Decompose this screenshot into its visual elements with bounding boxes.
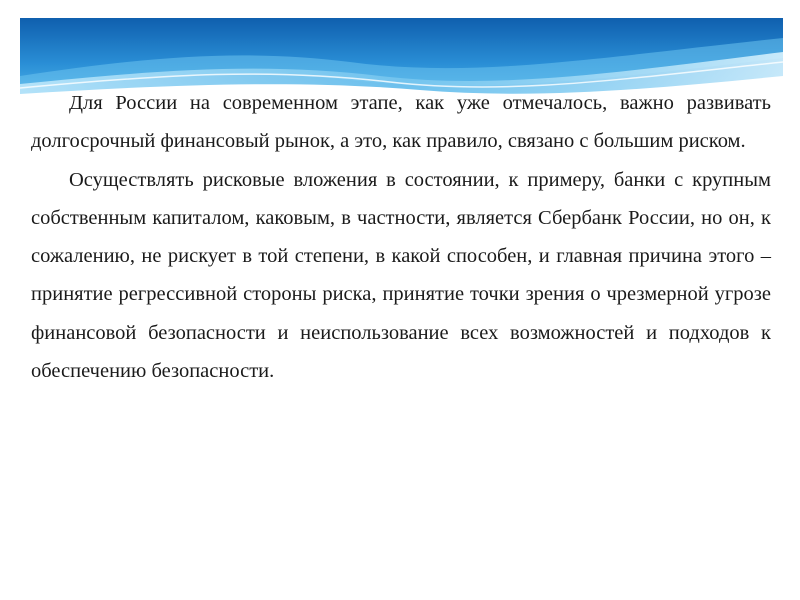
slide-body-text	[31, 84, 771, 390]
paragraph-2: Осуществлять рисковые вложения в состоянии, к примеру, банки с крупным собственным капиталом, каковым, в частности, является Сбербанк России, но он, к сожалению, не рискует в той степени, в какой способен, и главная причина этого –принятие регрессивной стороны риска, принятие точки зрения о чрезмерной угрозе финансовой безопасности и неиспользование всех возможностей и подходов к обеспечению безопасности.	[31, 168, 771, 383]
paragraph-1: Для России на современном этапе, как уже отмечалось, важно развивать долгосрочный финансовый рынок, а это, как правило, связано с большим риском.	[31, 92, 771, 153]
